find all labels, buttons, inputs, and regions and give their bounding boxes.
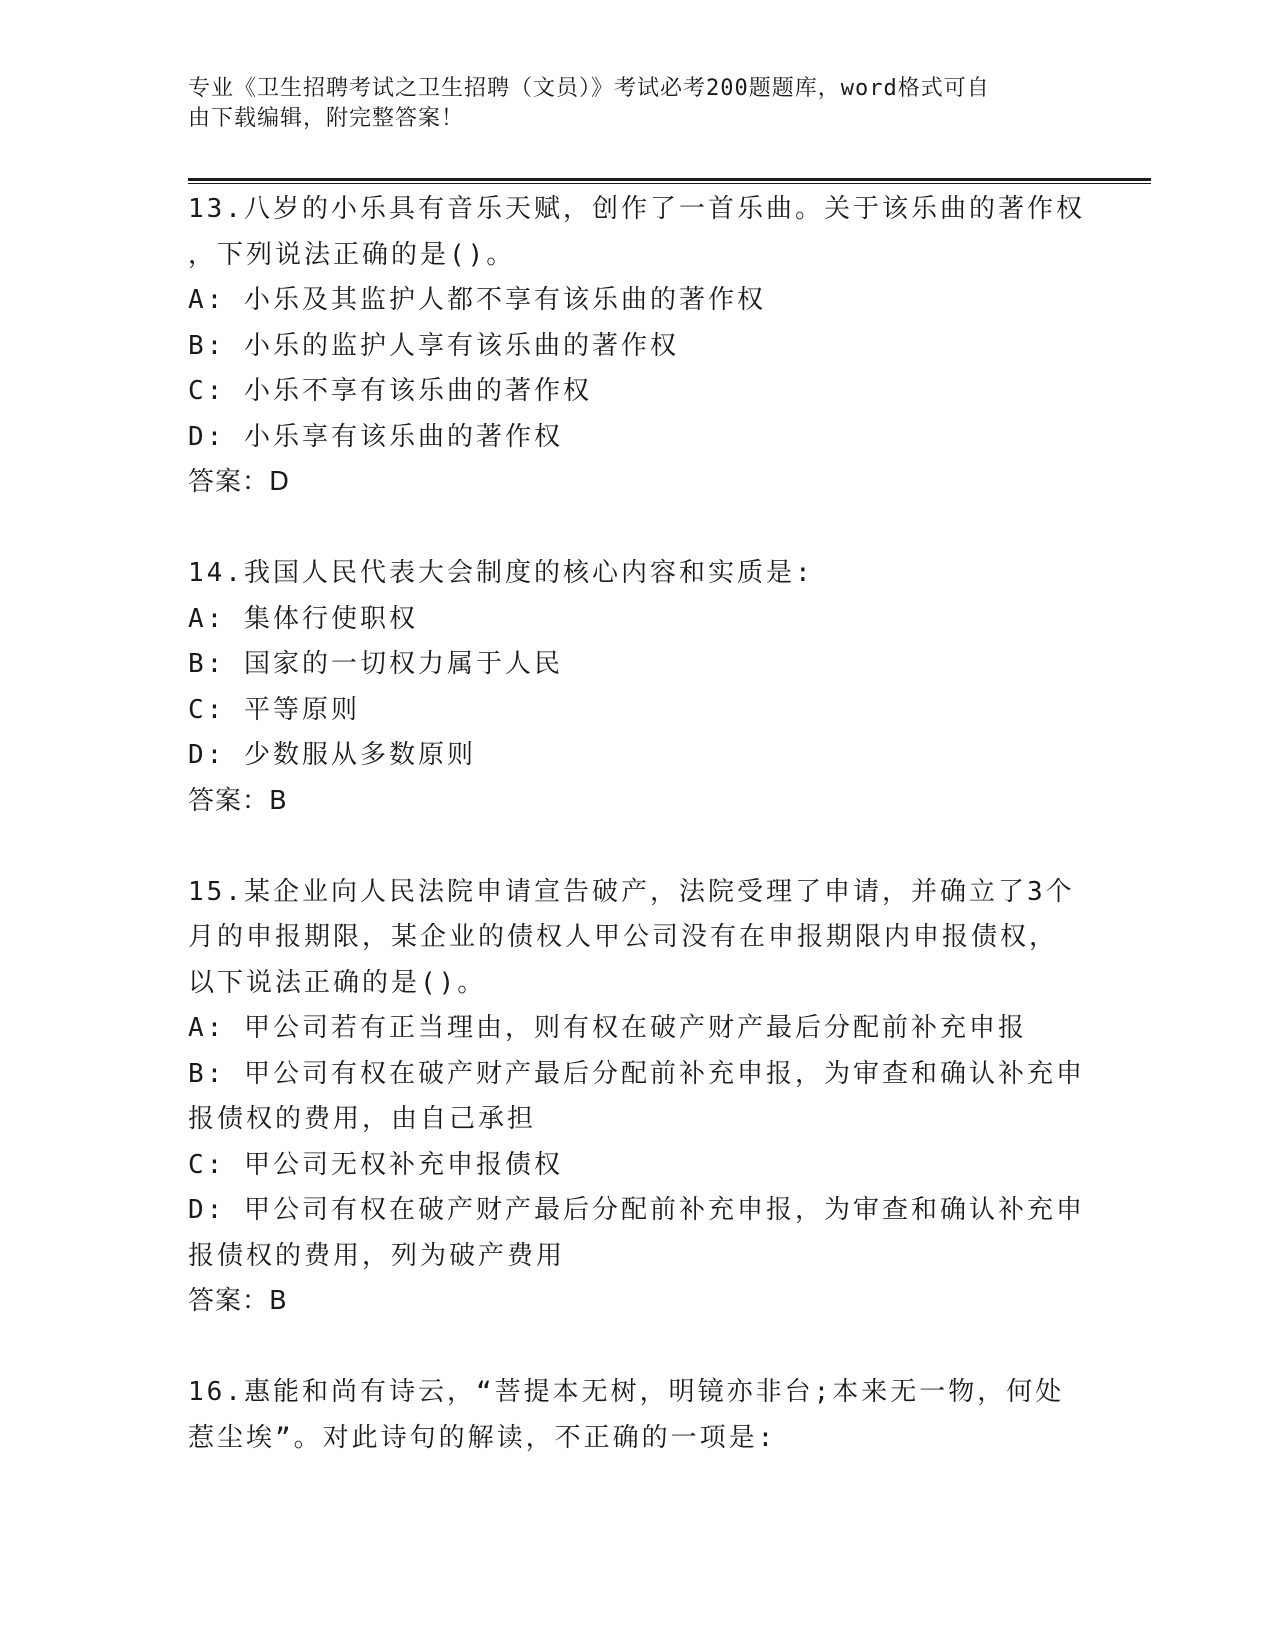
question-stem: 13.八岁的小乐具有音乐天赋，创作了一首乐曲。关于该乐曲的著作权 <box>188 194 1085 224</box>
answer-option: C: 甲公司无权补充申报债权 <box>188 1149 563 1180</box>
answer-option: B: 小乐的监护人享有该乐曲的著作权 <box>188 330 679 361</box>
answer-option: D: 小乐享有该乐曲的著作权 <box>188 421 563 452</box>
answer-option: 报债权的费用，列为破产费用 <box>188 1240 566 1271</box>
question-stem: 16.惠能和尚有诗云，“菩提本无树，明镜亦非台;本来无一物，何处 <box>188 1377 1065 1407</box>
document-header <box>188 74 1068 134</box>
question-stem: 以下说法正确的是()。 <box>188 967 487 998</box>
answer-option: C: 平等原则 <box>188 694 360 725</box>
answer-key: 答案：B <box>188 785 288 816</box>
question-spacer <box>188 1325 1088 1371</box>
header-line: 由下载编辑，附完整答案！ <box>188 106 465 131</box>
question-stem: 14.我国人民代表大会制度的核心内容和实质是: <box>188 558 814 588</box>
answer-option: B: 国家的一切权力属于人民 <box>188 649 563 679</box>
question-spacer <box>188 824 1088 870</box>
question-stem: ，下列说法正确的是()。 <box>188 239 516 270</box>
question-stem: 月的申报期限，某企业的债权人甲公司没有在申报期限内申报债权， <box>188 922 1059 952</box>
question-block <box>188 551 1088 870</box>
answer-key: 答案：B <box>188 1286 288 1316</box>
answer-option: C: 小乐不享有该乐曲的著作权 <box>188 376 592 406</box>
answer-option: D: 少数服从多数原则 <box>188 740 476 770</box>
question-list <box>188 187 1088 1461</box>
question-block <box>188 1370 1088 1461</box>
header-line: 专业《卫生招聘考试之卫生招聘（文员）》考试必考200题题库，word格式可自 <box>188 76 990 101</box>
question-block <box>188 870 1088 1371</box>
answer-key: 答案：D <box>188 467 291 497</box>
header-divider <box>188 178 1151 181</box>
answer-option: B: 甲公司有权在破产财产最后分配前补充申报，为审查和确认补充申 <box>188 1058 1085 1089</box>
answer-option: 报债权的费用，由自己承担 <box>188 1104 537 1134</box>
question-block <box>188 187 1088 551</box>
answer-option: A: 集体行使职权 <box>188 603 418 634</box>
answer-option: A: 甲公司若有正当理由，则有权在破产财产最后分配前补充申报 <box>188 1013 1027 1043</box>
answer-option: D: 甲公司有权在破产财产最后分配前补充申报，为审查和确认补充申 <box>188 1195 1085 1225</box>
question-stem: 15.某企业向人民法院申请宣告破产，法院受理了申请，并确立了3个 <box>188 876 1075 907</box>
question-stem: 惹尘埃”。对此诗句的解读，不正确的一项是: <box>188 1422 777 1453</box>
answer-option: A: 小乐及其监护人都不享有该乐曲的著作权 <box>188 285 766 315</box>
question-spacer <box>188 506 1088 552</box>
header-divider-thin <box>188 183 1151 184</box>
